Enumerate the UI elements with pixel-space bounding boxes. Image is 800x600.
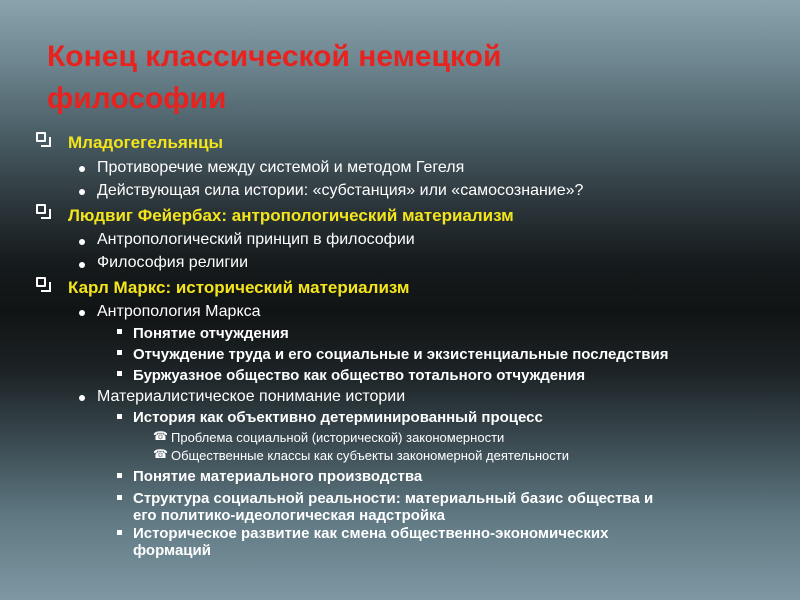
- square-bullet-icon: [117, 329, 122, 334]
- slide-title-line-1: Конец классической немецкой: [47, 40, 502, 73]
- round-bullet-icon: [79, 166, 85, 172]
- outline-item-level2: Действующая сила истории: «субстанция» или «самосознание»?: [97, 182, 584, 199]
- square-bullet-icon: [117, 530, 122, 535]
- outline-item-level2: Противоречие между системой и методом Гегеля: [97, 159, 465, 176]
- outline-item-level2: Философия религии: [97, 254, 249, 271]
- square-bullet-icon: [117, 350, 122, 355]
- square-bullet-icon: [117, 473, 122, 478]
- outline-item-level3: История как объективно детерминированный процесс: [133, 409, 543, 426]
- outline-item-level3: Отчуждение труда и его социальные и экзистенциальные последствия: [133, 346, 669, 363]
- outline-item-level2: Материалистическое понимание истории: [97, 388, 406, 405]
- slide-title-line-2: философии: [47, 82, 227, 115]
- square-bullet-icon: [117, 414, 122, 419]
- checkbox-shadow-icon: [36, 204, 46, 214]
- telephone-icon: ☎: [153, 429, 168, 443]
- outline-item-level3: Историческое развитие как смена общественно-экономических: [133, 525, 609, 542]
- square-bullet-icon: [117, 371, 122, 376]
- round-bullet-icon: [79, 310, 85, 316]
- round-bullet-icon: [79, 239, 85, 245]
- outline-item-level4: Общественные классы как субъекты закономерной деятельности: [171, 448, 569, 463]
- outline-item-level3: Понятие материального производства: [133, 468, 423, 485]
- checkbox-shadow-icon: [36, 277, 46, 287]
- outline-item-level1: Карл Маркс: исторический материализм: [68, 278, 410, 297]
- outline-item-level3-continuation: его политико-идеологическая надстройка: [133, 507, 445, 524]
- outline-item-level4: Проблема социальной (исторической) закономерности: [171, 430, 505, 445]
- outline-item-level1: Людвиг Фейербах: антропологический материализм: [68, 206, 514, 225]
- round-bullet-icon: [79, 395, 85, 401]
- outline-item-level3: Структура социальной реальности: материальный базис общества и: [133, 490, 654, 507]
- square-bullet-icon: [117, 495, 122, 500]
- outline-item-level3: Понятие отчуждения: [133, 325, 289, 342]
- checkbox-shadow-icon: [36, 132, 46, 142]
- round-bullet-icon: [79, 262, 85, 268]
- outline-item-level1: Младогегельянцы: [68, 133, 224, 152]
- outline-item-level2: Антропологический принцип в философии: [97, 231, 415, 248]
- outline-item-level3: Буржуазное общество как общество тотального отчуждения: [133, 367, 586, 384]
- outline-item-level2: Антропология Маркса: [97, 303, 261, 320]
- telephone-icon: ☎: [153, 447, 168, 461]
- round-bullet-icon: [79, 189, 85, 195]
- outline-item-level3-continuation: формаций: [133, 542, 211, 559]
